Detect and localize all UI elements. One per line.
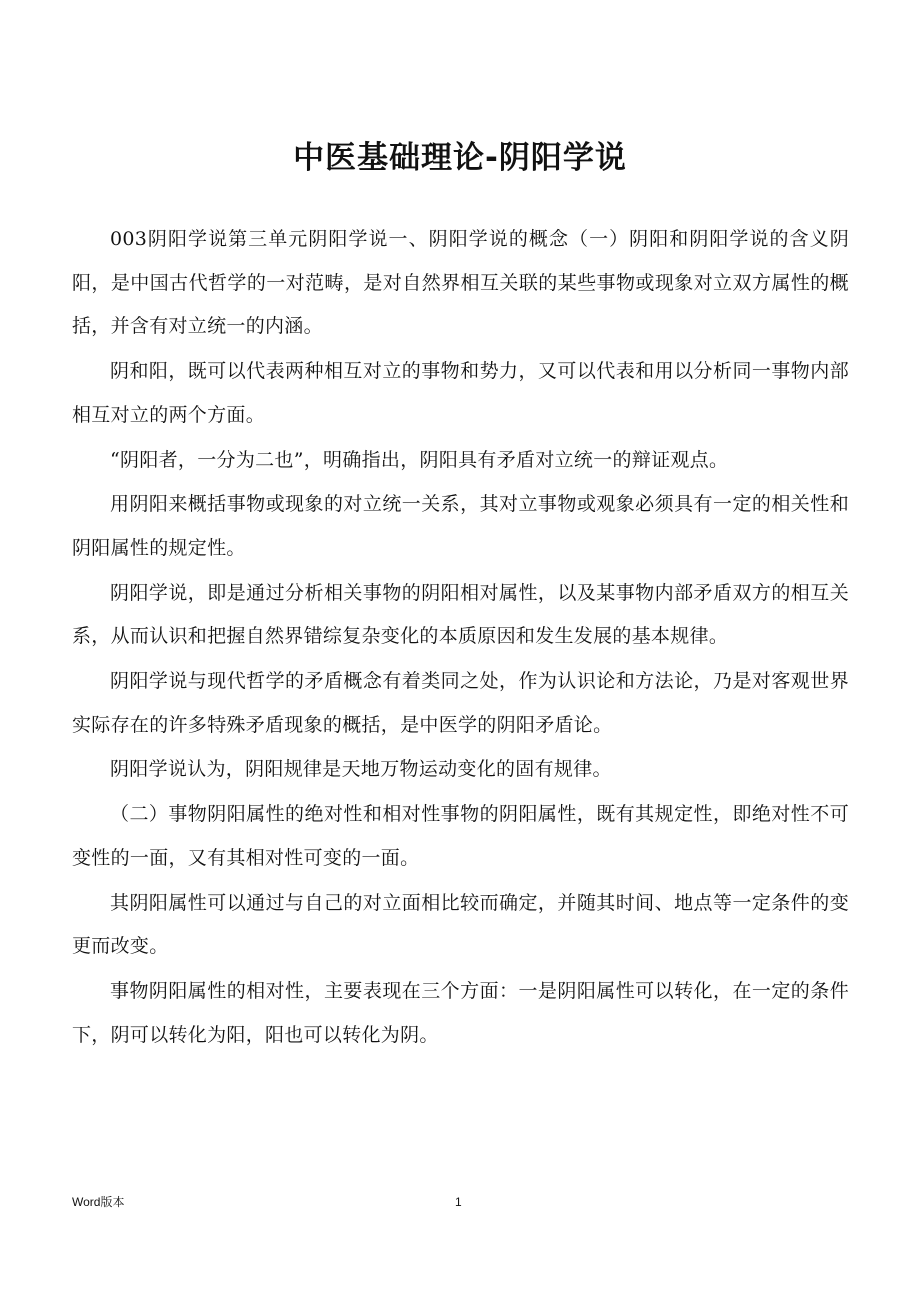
page-number: 1 xyxy=(455,1195,462,1209)
paragraph: 阴和阳，既可以代表两种相互对立的事物和势力，又可以代表和用以分析同一事物内部相互对立的两个方面。 xyxy=(72,360,849,426)
footer-label: Word版本 xyxy=(72,1195,125,1209)
paragraph: “阴阳者，一分为二也”，明确指出，阴阳具有矛盾对立统一的辩证观点。 xyxy=(110,448,729,471)
paragraph: 用阴阳来概括事物或现象的对立统一关系，其对立事物或观象必须具有一定的相关性和阴阳属性的规定性。 xyxy=(72,493,849,559)
paragraph: 003阴阳学说第三单元阴阳学说一、阴阳学说的概念（一）阴阳和阴阳学说的含义阴阳，是中国古代哲学的一对范畴，是对自然界相互关联的某些事物或现象对立双方属性的概括，并含有对立统一的内涵。 xyxy=(72,228,849,338)
paragraph: 阴阳学说与现代哲学的矛盾概念有着类同之处，作为认识论和方法论，乃是对客观世界实际存在的许多特殊矛盾现象的概括，是中医学的阴阳矛盾论。 xyxy=(72,670,849,736)
document-body xyxy=(72,218,849,1058)
paragraph: 事物阴阳属性的相对性，主要表现在三个方面：一是阴阳属性可以转化，在一定的条件下，阴可以转化为阳，阳也可以转化为阴。 xyxy=(72,979,849,1046)
paragraph: 阴阳学说认为，阴阳规律是天地万物运动变化的固有规律。 xyxy=(110,758,612,781)
paragraph: （二）事物阴阳属性的绝对性和相对性事物的阴阳属性，既有其规定性，即绝对性不可变性的一面，又有其相对性可变的一面。 xyxy=(72,803,849,869)
paragraph: 阴阳学说，即是通过分析相关事物的阴阳相对属性，以及某事物内部矛盾双方的相互关系，从而认识和把握自然界错综复杂变化的本质原因和发生发展的基本规律。 xyxy=(72,581,849,648)
paragraph: 其阴阳属性可以通过与自己的对立面相比较而确定，并随其时间、地点等一定条件的变更而改变。 xyxy=(72,891,849,958)
page-title: 中医基础理论-阴阳学说 xyxy=(293,140,627,176)
